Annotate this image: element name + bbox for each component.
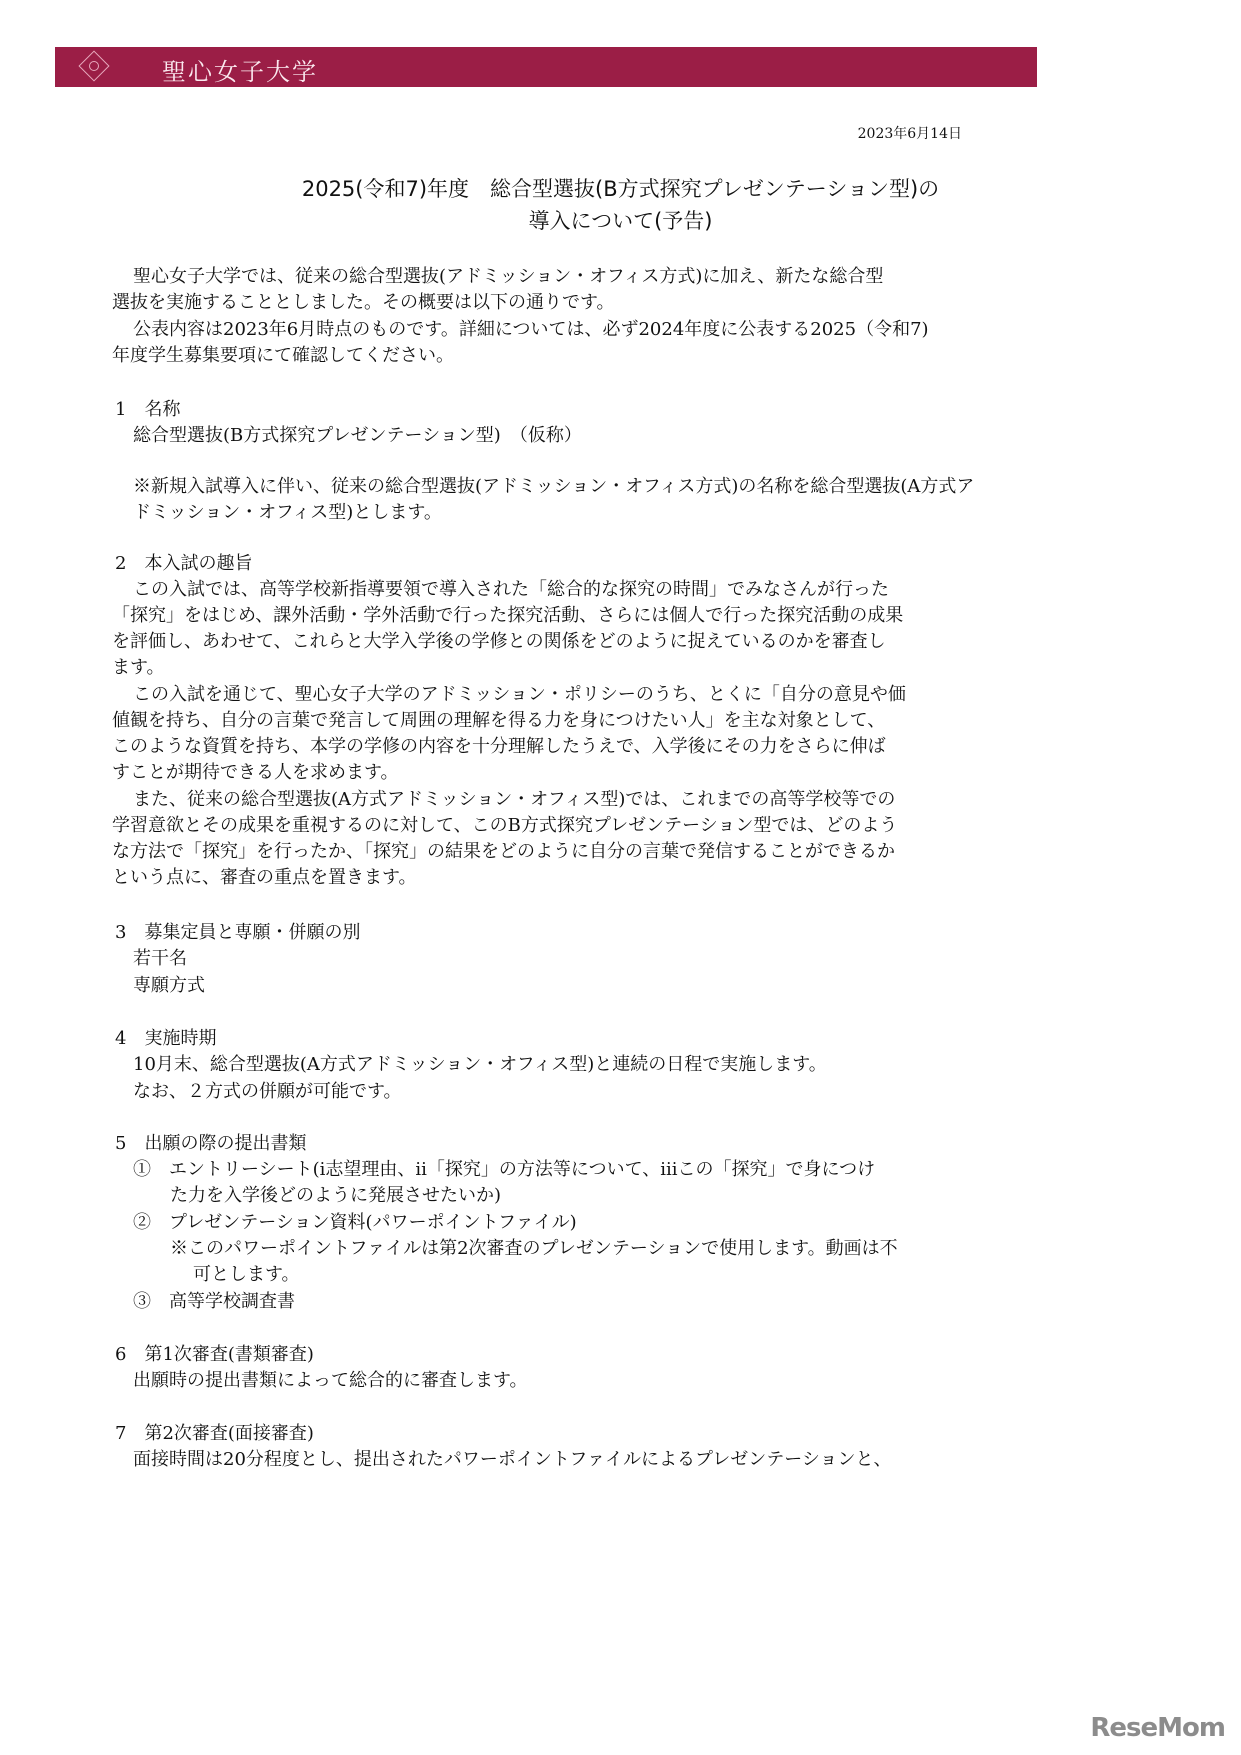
- intro-line: 聖心女子大学では、従来の総合型選抜(アドミッション・オフィス方式)に加え、新たな総合型: [133, 266, 884, 287]
- section-5-item: ② プレゼンテーション資料(パワーポイントファイル): [133, 1212, 577, 1233]
- section-2-line: を評価し、あわせて、これらと大学入学後の学修との関係をどのように捉えているのかを審査し: [112, 631, 886, 652]
- section-2-line: という点に、審査の重点を置きます。: [112, 867, 417, 888]
- section-5-heading: 5 出願の際の提出書類: [115, 1133, 307, 1154]
- section-4-line: 10月末、総合型選抜(A方式アドミッション・オフィス型)と連続の日程で実施します。: [133, 1054, 827, 1075]
- section-2-line: 「探究」をはじめ、課外活動・学外活動で行った探究活動、さらには個人で行った探究活動の成果: [112, 605, 904, 626]
- section-1-note: ドミッション・オフィス型)とします。: [133, 502, 442, 523]
- document-date: 2023年6月14日: [857, 126, 962, 142]
- section-2-line: この入試では、高等学校新指導要領で導入された「総合的な探究の時間」でみなさんが行った: [133, 579, 889, 600]
- section-3-line: 若干名: [133, 948, 187, 969]
- section-4-heading: 4 実施時期: [115, 1028, 217, 1049]
- section-2-line: このような資質を持ち、本学の学修の内容を十分理解したうえで、入学後にその力をさらに伸ば: [112, 736, 886, 757]
- section-2-line: ます。: [112, 657, 165, 678]
- section-1-heading: 1 名称: [115, 399, 181, 420]
- section-4-line: なお、２方式の併願が可能です。: [133, 1081, 402, 1102]
- document-title-line1: 2025(令和7)年度 総合型選抜(B方式探究プレゼンテーション型)の: [301, 177, 940, 201]
- section-5-item: ③ 高等学校調査書: [133, 1291, 295, 1312]
- section-5-note: ※このパワーポイントファイルは第2次審査のプレゼンテーションで使用します。動画は不: [170, 1238, 898, 1259]
- section-6-heading: 6 第1次審査(書類審査): [115, 1344, 314, 1365]
- university-emblem-icon: [78, 50, 109, 81]
- intro-line: 公表内容は2023年6月時点のものです。詳細については、必ず2024年度に公表する2025（令和7): [133, 319, 929, 340]
- section-2-line: 値観を持ち、自分の言葉で発言して周囲の理解を得る力を身につけたい人」を主な対象として、: [112, 710, 886, 731]
- section-7-heading: 7 第2次審査(面接審査): [115, 1423, 314, 1444]
- intro-line: 年度学生募集要項にて確認してください。: [112, 345, 454, 366]
- intro-line: 選抜を実施することとしました。その概要は以下の通りです。: [112, 292, 615, 313]
- section-6-body: 出願時の提出書類によって総合的に審査します。: [133, 1370, 528, 1391]
- section-5-note: 可とします。: [193, 1264, 300, 1285]
- section-1-note: ※新規入試導入に伴い、従来の総合型選抜(アドミッション・オフィス方式)の名称を総合型選抜(A方式ア: [133, 476, 975, 497]
- section-7-body: 面接時間は20分程度とし、提出されたパワーポイントファイルによるプレゼンテーションと、: [133, 1449, 892, 1470]
- section-1-body: 総合型選抜(B方式探究プレゼンテーション型) （仮称）: [133, 425, 582, 446]
- section-2-heading: 2 本入試の趣旨: [115, 553, 253, 574]
- section-3-heading: 3 募集定員と専願・併願の別: [115, 922, 361, 943]
- document-title-line2: 導入について(予告): [528, 209, 713, 233]
- section-2-line: この入試を通じて、聖心女子大学のアドミッション・ポリシーのうち、とくに「自分の意見や価: [133, 684, 906, 705]
- university-header-bar: [55, 47, 1037, 87]
- section-2-line: すことが期待できる人を求めます。: [112, 762, 399, 783]
- resemom-watermark-logo: ReseMom: [1090, 1713, 1225, 1743]
- section-2-line: 学習意欲とその成果を重視するのに対して、このB方式探究プレゼンテーション型では、どのよう: [112, 815, 898, 836]
- section-2-line: な方法で「探究」を行ったか、「探究」の結果をどのように自分の言葉で発信することができるか: [112, 841, 895, 862]
- university-name: 聖心女子大学: [162, 58, 318, 86]
- section-5-item: ① エントリーシート(ⅰ志望理由、ⅱ「探究」の方法等について、ⅲこの「探究」で身につけ: [133, 1159, 876, 1180]
- section-3-line: 専願方式: [133, 975, 205, 996]
- section-2-line: また、従来の総合型選抜(A方式アドミッション・オフィス型)では、これまでの高等学校等での: [133, 789, 896, 810]
- section-5-item: た力を入学後どのように発展させたいか): [170, 1185, 502, 1206]
